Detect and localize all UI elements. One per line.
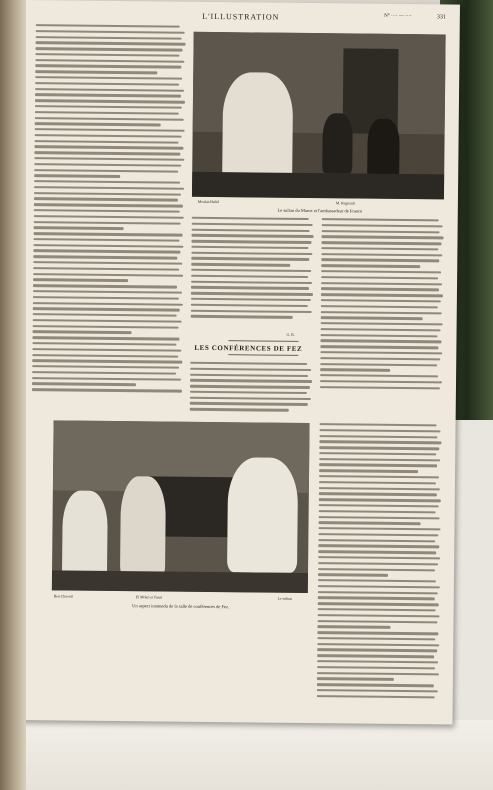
text-line bbox=[321, 293, 443, 297]
text-line bbox=[321, 299, 441, 303]
text-lines bbox=[320, 218, 444, 389]
text-line bbox=[321, 311, 442, 315]
text-lines bbox=[191, 217, 314, 319]
text-line bbox=[319, 493, 437, 497]
text-line bbox=[34, 221, 181, 225]
text-line bbox=[191, 246, 308, 250]
text-lines bbox=[32, 24, 186, 392]
text-line bbox=[317, 683, 434, 687]
figure-right bbox=[227, 457, 298, 573]
text-line bbox=[318, 527, 440, 531]
text-line bbox=[318, 597, 435, 601]
text-line bbox=[317, 625, 390, 628]
figure-middle bbox=[120, 476, 166, 576]
text-line bbox=[321, 305, 438, 309]
text-line bbox=[321, 282, 442, 286]
text-line bbox=[191, 309, 312, 313]
text-line bbox=[190, 391, 307, 395]
text-line bbox=[191, 257, 309, 261]
text-line bbox=[318, 591, 438, 595]
text-line bbox=[318, 614, 440, 618]
text-line bbox=[321, 264, 420, 267]
text-line bbox=[32, 383, 136, 386]
section-title: LES CONFÉRENCES DE FEZ bbox=[194, 343, 303, 353]
photo-sultan-ambassador bbox=[192, 32, 446, 200]
text-line bbox=[32, 348, 181, 352]
text-line bbox=[318, 545, 439, 549]
text-line bbox=[191, 315, 293, 318]
text-line bbox=[319, 458, 440, 462]
text-line bbox=[319, 435, 437, 439]
text-line bbox=[318, 608, 436, 612]
photo2-label-mid: El Mokri et Fassi bbox=[135, 595, 163, 600]
text-line bbox=[34, 215, 184, 219]
text-line bbox=[320, 374, 438, 378]
text-line bbox=[191, 292, 313, 296]
photo-conference-room bbox=[52, 420, 310, 593]
table-surface bbox=[0, 720, 493, 790]
text-line bbox=[35, 117, 184, 121]
text-line bbox=[191, 240, 311, 244]
text-line bbox=[33, 255, 177, 259]
seated-figure-dark-suit bbox=[322, 113, 353, 173]
text-line bbox=[318, 550, 436, 554]
text-line bbox=[36, 30, 185, 34]
text-line bbox=[36, 41, 186, 45]
section-rule-bottom bbox=[228, 354, 298, 356]
text-line bbox=[32, 336, 179, 340]
text-line bbox=[34, 174, 120, 177]
text-line bbox=[317, 649, 437, 653]
text-line bbox=[35, 65, 181, 69]
text-line bbox=[321, 247, 438, 251]
text-line bbox=[32, 342, 176, 346]
text-line bbox=[320, 368, 390, 371]
text-line bbox=[35, 99, 185, 103]
text-line bbox=[319, 475, 439, 479]
text-line bbox=[36, 24, 180, 28]
text-line bbox=[190, 379, 312, 383]
text-line bbox=[33, 284, 177, 288]
text-line bbox=[319, 487, 440, 491]
text-line bbox=[35, 82, 179, 86]
text-line bbox=[32, 365, 179, 369]
page-number: 331 bbox=[436, 14, 446, 21]
text-line bbox=[190, 408, 289, 411]
text-line bbox=[33, 302, 183, 306]
text-line bbox=[33, 319, 182, 323]
text-column-conferences bbox=[190, 362, 313, 415]
text-line bbox=[32, 388, 182, 392]
text-line bbox=[35, 94, 181, 98]
text-line bbox=[321, 316, 423, 319]
text-line bbox=[320, 351, 442, 355]
text-line bbox=[321, 270, 441, 274]
text-line bbox=[34, 186, 184, 190]
text-line bbox=[322, 230, 440, 234]
text-line bbox=[319, 452, 436, 456]
text-line bbox=[33, 325, 179, 329]
text-line bbox=[34, 192, 181, 196]
text-line bbox=[35, 134, 182, 138]
text-line bbox=[191, 269, 311, 273]
text-line bbox=[322, 218, 439, 222]
text-line bbox=[319, 516, 440, 520]
text-column-right bbox=[320, 218, 444, 393]
text-line bbox=[318, 585, 440, 589]
seated-figure-dark-suit-2 bbox=[367, 119, 400, 179]
text-line bbox=[192, 234, 314, 238]
text-line bbox=[34, 180, 180, 184]
figure-left bbox=[62, 490, 108, 580]
text-line bbox=[319, 464, 437, 468]
text-line bbox=[319, 446, 439, 450]
text-line bbox=[318, 602, 439, 606]
text-line bbox=[32, 371, 176, 375]
text-line bbox=[320, 345, 438, 349]
text-line bbox=[190, 402, 308, 406]
text-line bbox=[318, 573, 388, 576]
text-line bbox=[318, 562, 438, 566]
text-column-left bbox=[32, 24, 186, 396]
text-line bbox=[319, 429, 440, 433]
text-line bbox=[319, 504, 439, 508]
text-line bbox=[34, 226, 124, 229]
text-line bbox=[320, 340, 441, 344]
text-line bbox=[33, 307, 180, 311]
text-line bbox=[36, 36, 182, 40]
text-line bbox=[317, 666, 435, 670]
text-line bbox=[33, 290, 182, 294]
text-line bbox=[33, 296, 179, 300]
text-line bbox=[33, 244, 183, 248]
text-line bbox=[35, 111, 179, 115]
photo2-label-right: Le sultan bbox=[277, 596, 292, 601]
photo-caption-bottom: Un aspect inattendu de la salle de conférences de Fez. bbox=[132, 603, 230, 610]
text-line bbox=[35, 88, 184, 92]
text-line bbox=[321, 288, 439, 292]
text-line bbox=[34, 157, 184, 161]
text-line bbox=[35, 70, 157, 74]
text-line bbox=[317, 672, 439, 676]
text-line bbox=[33, 273, 183, 277]
text-line bbox=[34, 203, 183, 207]
text-line bbox=[191, 304, 308, 308]
text-line bbox=[319, 481, 436, 485]
text-line bbox=[322, 235, 444, 239]
text-line bbox=[33, 267, 179, 271]
text-line bbox=[35, 140, 179, 144]
text-column-middle bbox=[191, 217, 314, 322]
text-line bbox=[33, 331, 132, 334]
text-line bbox=[320, 357, 440, 361]
text-line bbox=[35, 122, 161, 126]
text-line bbox=[192, 223, 313, 227]
text-line bbox=[190, 373, 308, 377]
text-line bbox=[320, 363, 437, 367]
text-line bbox=[190, 396, 311, 400]
text-line bbox=[191, 263, 290, 266]
section-rule-top bbox=[228, 340, 298, 342]
text-line bbox=[190, 385, 310, 389]
text-line bbox=[191, 275, 308, 279]
photo2-label-left: Ben Chaouti bbox=[53, 594, 73, 599]
magazine-page bbox=[14, 0, 460, 725]
text-line bbox=[317, 637, 435, 641]
text-line bbox=[318, 533, 438, 537]
text-line bbox=[190, 368, 311, 372]
text-line bbox=[320, 380, 442, 384]
text-line bbox=[318, 579, 436, 583]
text-line bbox=[318, 620, 438, 624]
text-line bbox=[320, 386, 440, 390]
text-line bbox=[318, 556, 440, 560]
text-line bbox=[34, 169, 178, 173]
text-line bbox=[321, 328, 441, 332]
text-line bbox=[191, 251, 312, 255]
text-line bbox=[191, 298, 311, 302]
text-line bbox=[321, 259, 439, 263]
text-line bbox=[34, 163, 181, 167]
text-line bbox=[35, 128, 185, 132]
text-line bbox=[34, 146, 183, 150]
text-line bbox=[319, 469, 418, 472]
text-line bbox=[317, 678, 394, 681]
text-line bbox=[33, 313, 177, 317]
text-line bbox=[319, 440, 441, 444]
issue-info: N° ···· — ···· bbox=[384, 13, 412, 20]
text-line bbox=[191, 286, 309, 290]
text-line bbox=[318, 539, 435, 543]
text-column-right-lower bbox=[317, 423, 442, 702]
text-line bbox=[32, 354, 178, 358]
text-line bbox=[33, 238, 179, 242]
text-line bbox=[322, 224, 443, 228]
book-spine bbox=[0, 0, 26, 790]
text-line bbox=[319, 510, 436, 514]
seated-figure-white-robe bbox=[222, 72, 293, 183]
text-line bbox=[35, 105, 182, 109]
text-line bbox=[34, 151, 180, 155]
text-line bbox=[191, 280, 312, 284]
text-line bbox=[190, 362, 307, 366]
text-line bbox=[35, 59, 184, 63]
text-line bbox=[35, 76, 182, 80]
text-lines bbox=[190, 362, 313, 412]
text-line bbox=[321, 253, 442, 257]
article-signature: G. B. bbox=[286, 332, 295, 337]
text-line bbox=[317, 689, 438, 693]
text-line bbox=[317, 660, 438, 664]
text-line bbox=[319, 498, 441, 502]
text-line bbox=[317, 654, 434, 658]
text-line bbox=[318, 568, 435, 572]
running-head: L'ILLUSTRATION bbox=[202, 11, 280, 22]
text-line bbox=[192, 228, 310, 232]
text-line bbox=[317, 643, 439, 647]
text-line bbox=[321, 276, 438, 280]
text-line bbox=[34, 209, 180, 213]
text-line bbox=[32, 359, 182, 363]
text-line bbox=[321, 241, 441, 245]
text-line bbox=[35, 53, 179, 57]
photo-label-left: Moulaï-Hafid bbox=[197, 199, 219, 205]
text-line bbox=[192, 217, 309, 221]
text-line bbox=[33, 250, 180, 254]
text-line bbox=[317, 695, 435, 699]
text-line bbox=[33, 279, 128, 282]
text-line bbox=[317, 631, 438, 635]
text-line bbox=[320, 334, 437, 338]
text-line bbox=[33, 261, 182, 265]
text-line bbox=[34, 232, 183, 236]
text-line bbox=[34, 198, 178, 202]
text-line bbox=[319, 521, 421, 524]
photo-label-right: M. Regnault bbox=[335, 201, 355, 206]
text-line bbox=[320, 423, 437, 427]
text-line bbox=[32, 377, 181, 381]
photo-caption-top: Le sultan du Maroc et l'ambassadeur de France bbox=[277, 207, 363, 214]
text-lines bbox=[317, 423, 442, 698]
text-line bbox=[35, 47, 182, 51]
text-line bbox=[321, 322, 443, 326]
